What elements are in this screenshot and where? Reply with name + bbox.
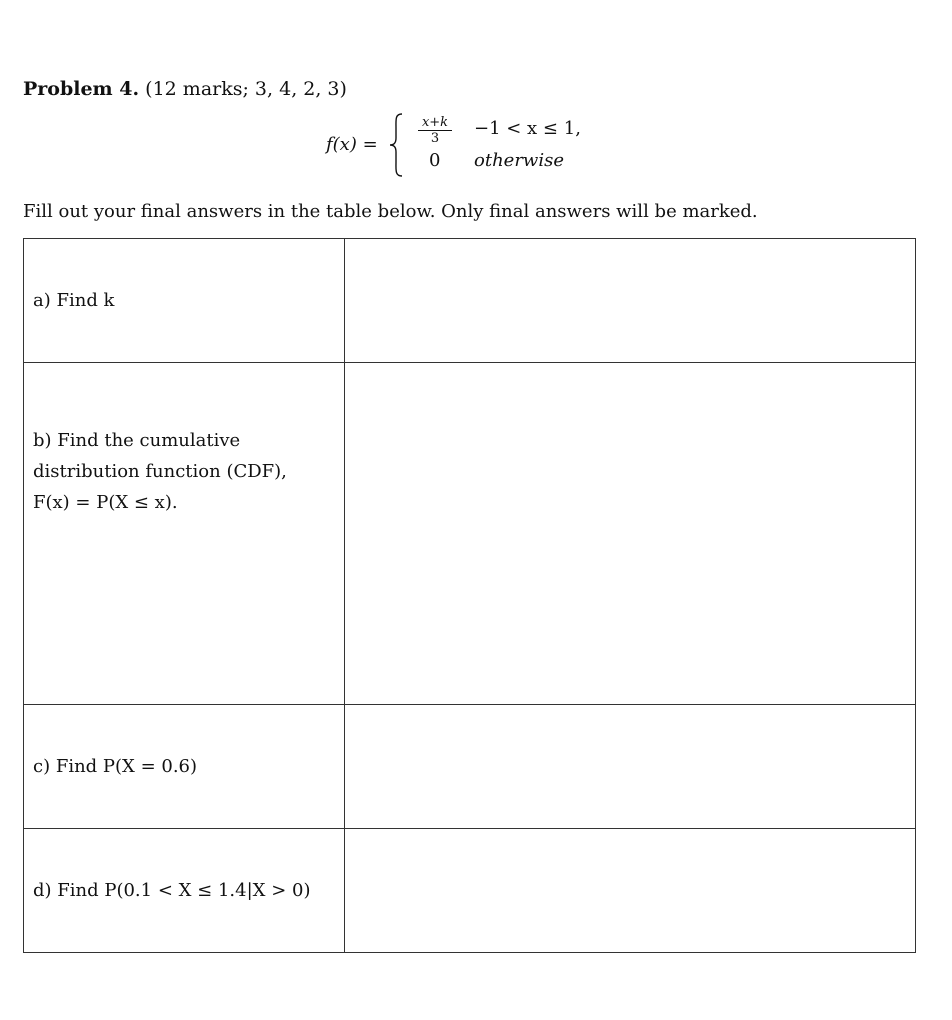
- question-cell-a: [24, 239, 345, 363]
- case2-condition: otherwise: [474, 150, 564, 171]
- table-row: [24, 239, 916, 363]
- fraction-numerator: x+k: [418, 116, 452, 131]
- answer-cell-c[interactable]: [345, 705, 916, 829]
- table-row: [24, 363, 916, 705]
- question-line: d) Find P(0.1 < X ≤ 1.4|X > 0): [33, 880, 311, 901]
- question-line: b) Find the cumulative: [33, 430, 241, 451]
- answer-cell-d[interactable]: [345, 829, 916, 953]
- answer-cell-a[interactable]: [345, 239, 916, 363]
- table-row: [24, 829, 916, 953]
- case2-value: 0: [429, 150, 441, 171]
- fraction-denominator: 3: [430, 131, 440, 146]
- table-row: [24, 705, 916, 829]
- question-line: a) Find k: [33, 290, 115, 311]
- question-line: c) Find P(X = 0.6): [33, 756, 198, 777]
- problem-label: Problem 4.: [23, 78, 140, 100]
- left-brace-icon: [388, 112, 404, 178]
- question-line: distribution function (CDF),: [33, 461, 287, 482]
- formula-lhs: f(x) =: [326, 134, 378, 155]
- question-cell-c: [24, 705, 345, 829]
- instructions: Fill out your final answers in the table below. Only final answers will be marked.: [23, 201, 758, 222]
- case1-fraction: [418, 116, 452, 145]
- question-cell-b: [24, 363, 345, 705]
- case1-condition: −1 < x ≤ 1,: [474, 118, 581, 139]
- problem-heading: [23, 78, 347, 100]
- problem-marks: (12 marks; 3, 4, 2, 3): [145, 78, 347, 100]
- answer-table: [23, 238, 916, 953]
- answer-cell-b[interactable]: [345, 363, 916, 705]
- question-cell-d: [24, 829, 345, 953]
- question-line: F(x) = P(X ≤ x).: [33, 492, 178, 513]
